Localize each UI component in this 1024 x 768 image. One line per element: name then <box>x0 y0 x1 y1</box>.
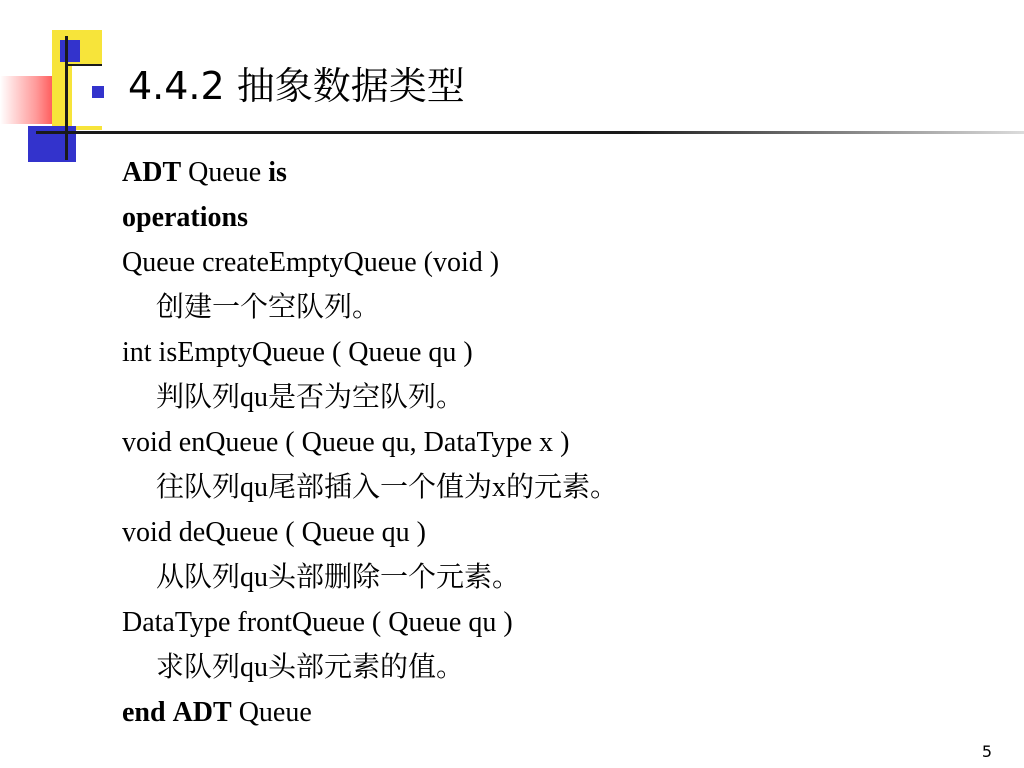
operation-signature: int isEmptyQueue ( Queue qu ) <box>122 337 473 368</box>
adt-name: Queue <box>238 697 312 728</box>
is-keyword: is <box>268 157 287 188</box>
operation-signature: void enQueue ( Queue qu, DataType x ) <box>122 427 570 458</box>
operations-keyword: operations <box>122 202 248 233</box>
operation-signature: DataType frontQueue ( Queue qu ) <box>122 607 513 638</box>
short-line-decoration <box>66 64 102 66</box>
end-keyword: end <box>122 697 166 728</box>
title-bullet-icon <box>92 86 104 98</box>
operations-label-line <box>122 195 618 240</box>
operation-signature: Queue createEmptyQueue (void ) <box>122 247 500 278</box>
slide-title: 4.4.2 抽象数据类型 <box>128 64 465 108</box>
adt-header-line <box>122 150 618 195</box>
page-number: 5 <box>981 742 992 761</box>
vertical-line-decoration <box>65 36 68 160</box>
adt-keyword: ADT <box>172 697 232 728</box>
adt-keyword: ADT <box>122 157 182 188</box>
adt-definition <box>122 150 618 735</box>
adt-name: Queue <box>188 157 262 188</box>
operation-description: 求队列qu头部元素的值。 <box>156 652 465 683</box>
operation-description: 创建一个空队列。 <box>156 292 381 323</box>
operation-signature: void deQueue ( Queue qu ) <box>122 517 427 548</box>
adt-footer-line <box>122 690 618 735</box>
blue-square-decoration-top <box>60 40 80 62</box>
operation-description: 从队列qu头部删除一个元素。 <box>156 562 521 593</box>
title-underline <box>36 131 1024 134</box>
operation-description: 判队列qu是否为空队列。 <box>156 382 465 413</box>
operation-description: 往队列qu尾部插入一个值为x的元素。 <box>156 472 619 503</box>
